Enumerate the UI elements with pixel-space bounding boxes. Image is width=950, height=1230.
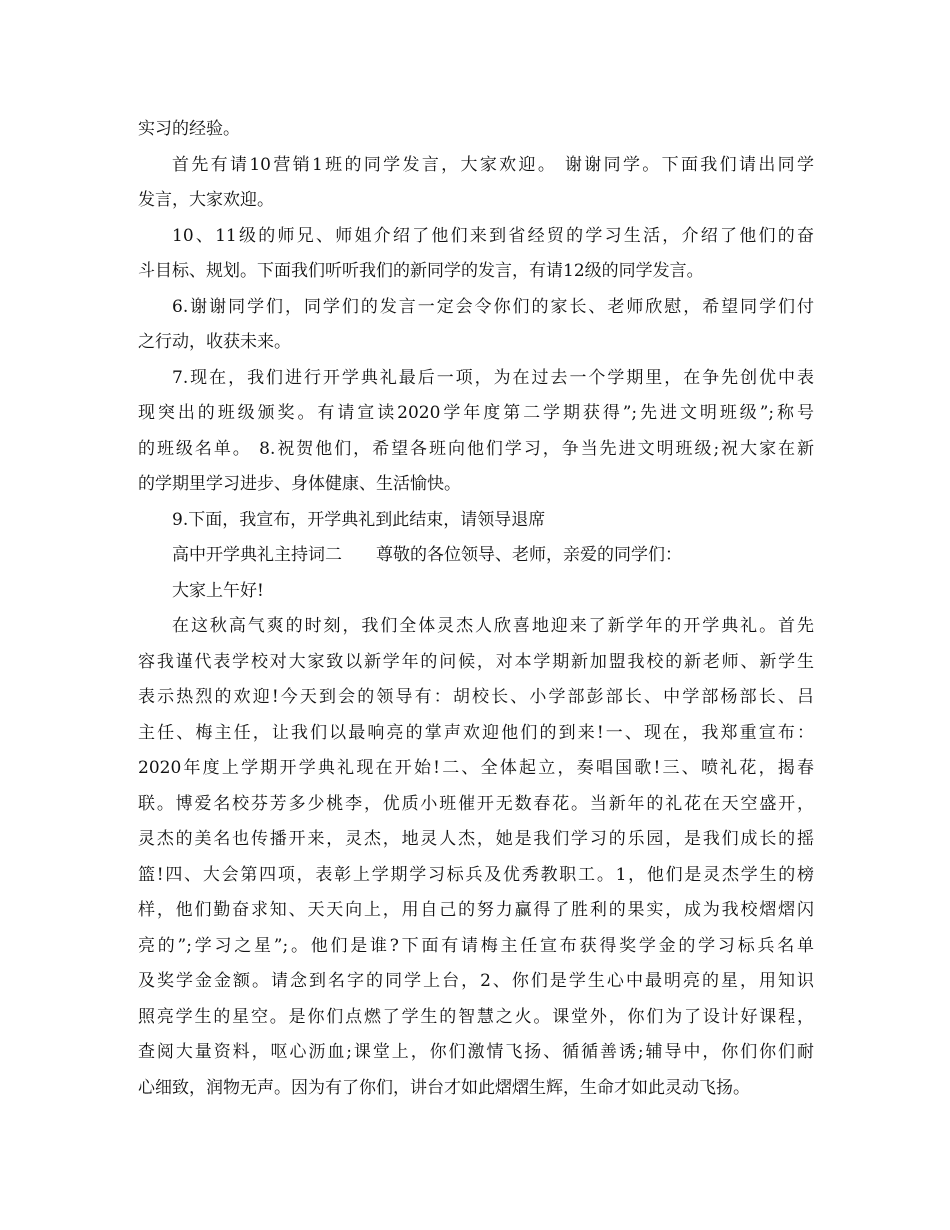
text-line: 的学期里学习进步、身体健康、生活愉快。 bbox=[138, 474, 461, 494]
text-line: 首先有请10营销1班的同学发言，大家欢迎。 谢谢同学。下面我们请出同学 bbox=[172, 154, 814, 175]
paragraph bbox=[138, 609, 814, 1106]
text-line: 亮的”;学习之星”;。他们是谁?下面有请梅主任宣布获得奖学金的学习标兵名单 bbox=[138, 935, 814, 956]
text-line: 篮!四、大会第四项，表彰上学期学习标兵及优秀教职工。1，他们是灵杰学生的榜 bbox=[138, 864, 814, 885]
text-line: 样，他们勤奋求知、天天向上，用自己的努力赢得了胜利的果实，成为我校熠熠闪 bbox=[138, 900, 814, 920]
document-page bbox=[138, 112, 814, 1106]
paragraph bbox=[138, 574, 814, 610]
text-line: 10、11级的师兄、师姐介绍了他们来到省经贸的学习生活，介绍了他们的奋 bbox=[172, 225, 814, 246]
paragraph bbox=[138, 112, 814, 148]
text-line: 现突出的班级颁奖。有请宣读2020学年度第二学期获得”;先进文明班级”;称号 bbox=[138, 403, 814, 423]
text-line: 联。博爱名校芬芳多少桃李，优质小班催开无数春花。当新年的礼花在天空盛开， bbox=[138, 793, 814, 814]
text-line: 斗目标、规划。下面我们听听我们的新同学的发言，有请12级的同学发言。 bbox=[138, 261, 704, 281]
text-line: 实习的经验。 bbox=[138, 119, 240, 139]
text-line: 主任、梅主任，让我们以最响亮的掌声欢迎他们的到来!一、现在，我郑重宣布： bbox=[138, 722, 814, 743]
paragraph bbox=[138, 503, 814, 539]
text-line: 的班级名单。 8.祝贺他们，希望各班向他们学习，争当先进文明班级;祝大家在新 bbox=[138, 438, 814, 459]
text-line: 在这秋高气爽的时刻，我们全体灵杰人欣喜地迎来了新学年的开学典礼。首先 bbox=[172, 616, 814, 636]
text-line: 大家上午好! bbox=[172, 580, 264, 601]
text-line: 发言，大家欢迎。 bbox=[138, 190, 274, 210]
text-line: 高中开学典礼主持词二 尊敬的各位领导、老师，亲爱的同学们： bbox=[172, 545, 682, 565]
text-line: 查阅大量资料，呕心沥血;课堂上，你们激情飞扬、循循善诱;辅导中，你们你们耐 bbox=[138, 1042, 814, 1062]
text-line: 照亮学生的星空。是你们点燃了学生的智慧之火。课堂外，你们为了设计好课程， bbox=[138, 1006, 814, 1027]
paragraph bbox=[138, 219, 814, 290]
text-line: 6.谢谢同学们，同学们的发言一定会令你们的家长、老师欣慰，希望同学们付 bbox=[172, 296, 814, 317]
paragraph bbox=[138, 361, 814, 503]
paragraph bbox=[138, 148, 814, 219]
text-line: 7.现在，我们进行开学典礼最后一项，为在过去一个学期里，在争先创优中表 bbox=[172, 367, 814, 388]
text-line: 9.下面，我宣布，开学典礼到此结束，请领导退席 bbox=[172, 509, 546, 530]
paragraph bbox=[138, 290, 814, 361]
text-line: 容我谨代表学校对大家致以新学年的问候，对本学期新加盟我校的新老师、新学生 bbox=[138, 651, 814, 672]
text-line: 之行动，收获未来。 bbox=[138, 332, 291, 352]
text-line: 灵杰的美名也传播开来，灵杰，地灵人杰，她是我们学习的乐园，是我们成长的摇 bbox=[138, 829, 814, 849]
text-line: 及奖学金金额。请念到名字的同学上台，2、你们是学生心中最明亮的星，用知识 bbox=[138, 971, 814, 991]
text-line: 2020年度上学期开学典礼现在开始!二、全体起立，奏唱国歌!三、喷礼花，揭春 bbox=[138, 758, 814, 778]
text-line: 心细致，润物无声。因为有了你们，讲台才如此熠熠生辉，生命才如此灵动飞扬。 bbox=[138, 1077, 750, 1098]
text-line: 表示热烈的欢迎!今天到会的领导有：胡校长、小学部彭部长、中学部杨部长、吕 bbox=[138, 687, 814, 707]
paragraph bbox=[138, 538, 814, 574]
